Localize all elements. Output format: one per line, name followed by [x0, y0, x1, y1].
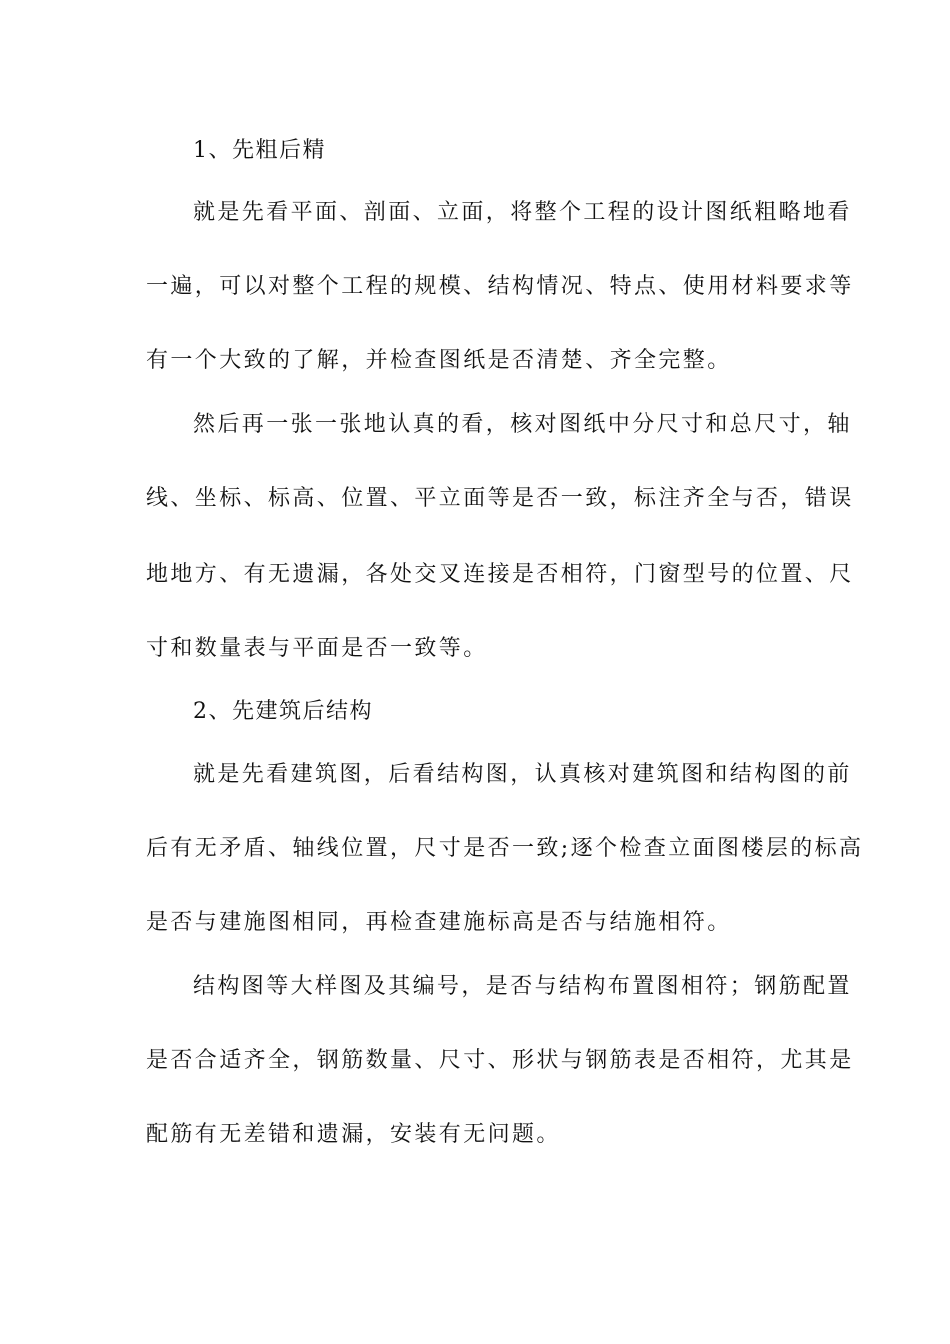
section-1-para-2-line-4: 寸和数量表与平面是否一致等。: [146, 636, 488, 661]
section-1-para-2-line-1: 然后再一张一张地认真的看，核对图纸中分尺寸和总尺寸，轴: [193, 412, 852, 437]
section-1-para-1-line-1: 就是先看平面、剖面、立面，将整个工程的设计图纸粗略地看: [193, 200, 852, 225]
section-2-para-2-line-2: 是否合适齐全，钢筋数量、尺寸、形状与钢筋表是否相符，尤其是: [146, 1048, 854, 1073]
section-2-para-1-line-2: 后有无矛盾、轴线位置，尺寸是否一致;逐个检查立面图楼层的标高: [146, 836, 864, 861]
section-2-para-2-line-3: 配筋有无差错和遗漏，安装有无问题。: [146, 1122, 561, 1147]
section-1-para-1-line-2: 一遍，可以对整个工程的规模、结构情况、特点、使用材料要求等: [146, 274, 854, 299]
section-1-heading: 1、先粗后精: [193, 138, 326, 163]
section-2-para-1-line-1: 就是先看建筑图，后看结构图，认真核对建筑图和结构图的前: [193, 762, 852, 787]
section-1-para-2-line-2: 线、坐标、标高、位置、平立面等是否一致，标注齐全与否，错误: [146, 486, 854, 511]
section-1-para-1-line-3: 有一个大致的了解，并检查图纸是否清楚、齐全完整。: [146, 348, 732, 373]
section-2-heading: 2、先建筑后结构: [193, 699, 373, 724]
section-2-para-2-line-1: 结构图等大样图及其编号，是否与结构布置图相符；钢筋配置: [193, 974, 852, 999]
section-1-para-2-line-3: 地地方、有无遗漏，各处交叉连接是否相符，门窗型号的位置、尺: [146, 562, 854, 587]
section-2-para-1-line-3: 是否与建施图相同，再检查建施标高是否与结施相符。: [146, 910, 732, 935]
